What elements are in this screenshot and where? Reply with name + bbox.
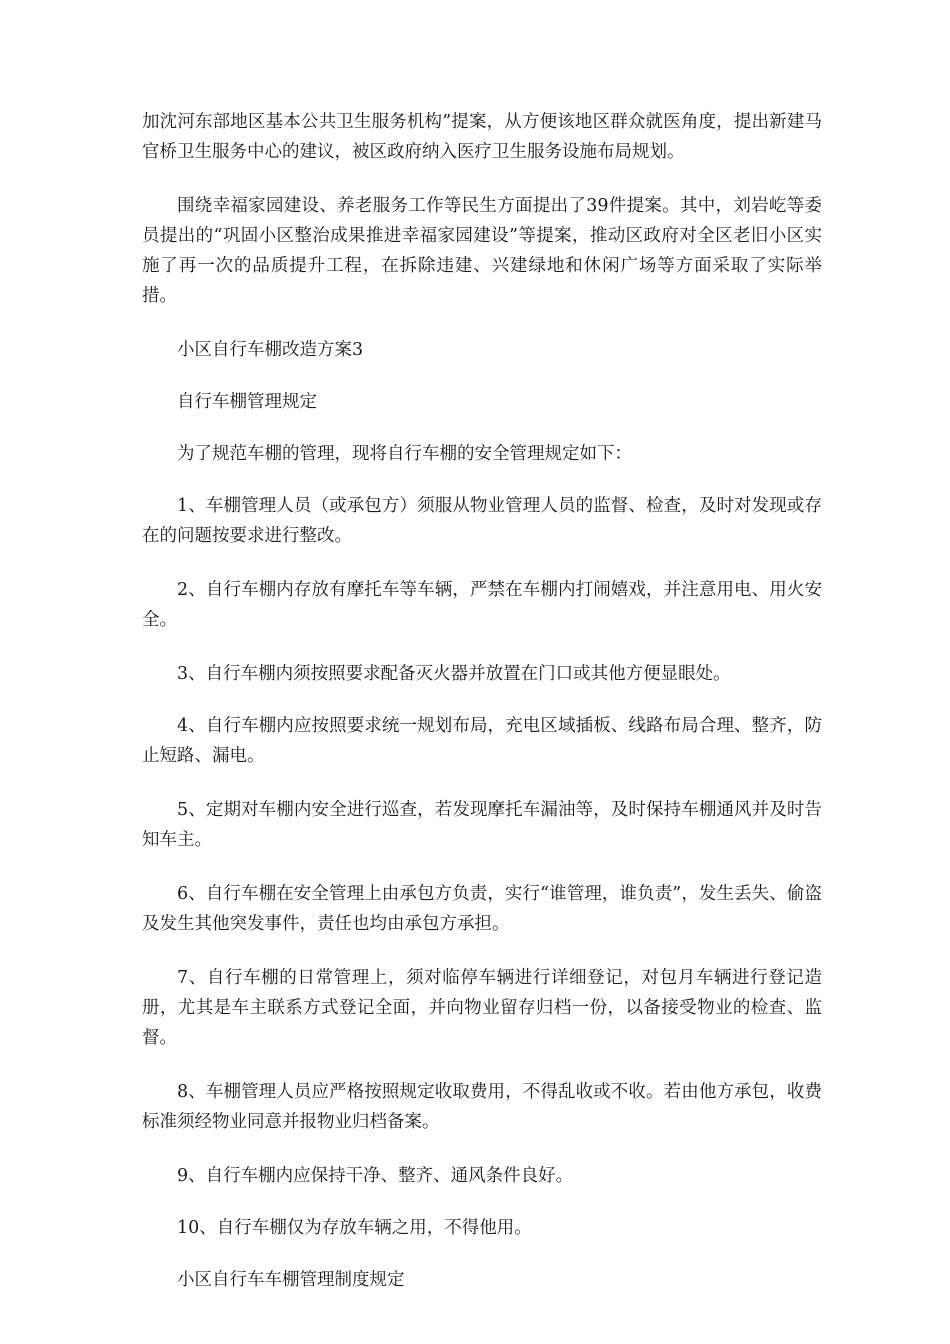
section-heading-system-rules: 小区自行车车棚管理制度规定 [177,1270,405,1290]
rule-item-5: 5、定期对车棚内安全进行巡查，若发现摩托车漏油等，及时保持车棚通风并及时告知车主。 [142,800,822,850]
section-heading-management-rules: 自行车棚管理规定 [177,392,317,412]
rule-item-9: 9、自行车棚内应保持干净、整齐、通风条件良好。 [177,1166,574,1186]
rule-item-2: 2、自行车棚内存放有摩托车等车辆，严禁在车棚内打闹嬉戏，并注意用电、用火安全。 [142,580,822,630]
rule-item-10: 10、自行车棚仅为存放车辆之用，不得他用。 [177,1218,532,1238]
rule-item-8: 8、车棚管理人员应严格按照规定收取费用，不得乱收或不收。若由他方承包，收费标准须经物业同意并报物业归档备案。 [142,1082,822,1132]
paragraph-continuation: 加沈河东部地区基本公共卫生服务机构”提案，从方便该地区群众就医角度，提出新建马官桥卫生服务中心的建议，被区政府纳入医疗卫生服务设施布局规划。 [142,112,822,162]
paragraph-intro: 为了规范车棚的管理，现将自行车棚的安全管理规定如下： [177,444,632,464]
document-page [142,107,822,1317]
section-heading-plan-3: 小区自行车棚改造方案3 [177,340,364,360]
rule-item-3: 3、自行车棚内须按照要求配备灭火器并放置在门口或其他方便显眼处。 [177,664,731,684]
rule-item-7: 7、自行车棚的日常管理上，须对临停车辆进行详细登记，对包月车辆进行登记造册，尤其是车主联系方式登记全面，并向物业留存归档一份，以备接受物业的检查、监督。 [142,968,822,1048]
paragraph-livelihood-proposals: 围绕幸福家园建设、养老服务工作等民生方面提出了39件提案。其中，刘岩屹等委员提出的“巩固小区整治成果推进幸福家园建设”等提案，推动区政府对全区老旧小区实施了再一次的品质提升工程，在拆除违建、兴建绿地和休闲广场等方面采取了实际举措。 [142,196,822,306]
rule-item-6: 6、自行车棚在安全管理上由承包方负责，实行“谁管理，谁负责”，发生丢失、偷盗及发生其他突发事件，责任也均由承包方承担。 [142,884,822,934]
rule-item-1: 1、车棚管理人员（或承包方）须服从物业管理人员的监督、检查，及时对发现或存在的问题按要求进行整改。 [142,496,822,546]
rule-item-4: 4、自行车棚内应按照要求统一规划布局，充电区域插板、线路布局合理、整齐，防止短路、漏电。 [142,716,822,766]
